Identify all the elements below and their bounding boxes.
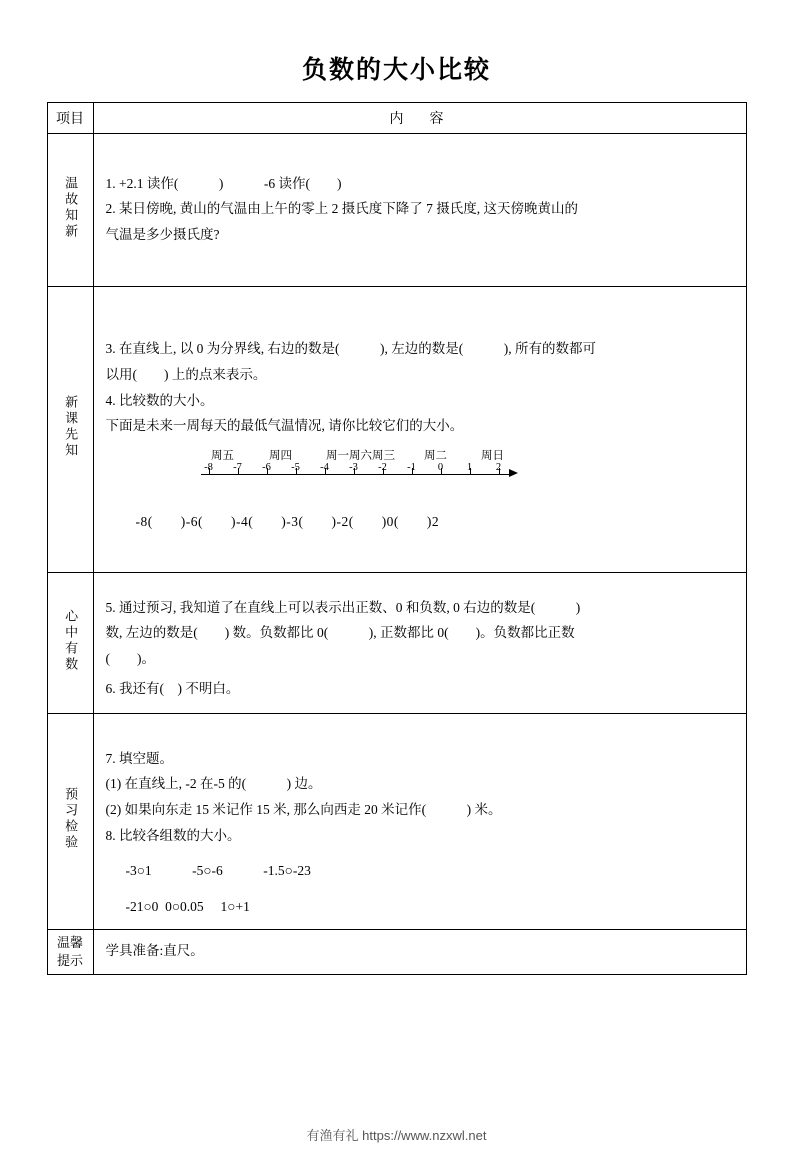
number-line-tick-label: -8 bbox=[204, 461, 213, 473]
text-line: (2) 如果向东走 15 米记作 15 米, 那么向西走 20 米记作( ) 米。 bbox=[105, 801, 502, 817]
header-cell-content: 内 容 bbox=[93, 103, 746, 134]
number-line-arrow-icon bbox=[509, 469, 518, 477]
text-line: 气温是多少摄氏度? bbox=[105, 226, 220, 242]
text-line: 数, 左边的数是( ) 数。负数都比 0( ), 正数都比 0( )。负数都比正数 bbox=[105, 625, 575, 641]
row-content-review bbox=[93, 134, 746, 287]
number-line-tick-label: 0 bbox=[437, 461, 444, 473]
table-row bbox=[47, 287, 746, 573]
row-content-tips bbox=[93, 930, 746, 975]
row-label-understanding: 心中有数 bbox=[47, 573, 93, 714]
number-line-day-label: 周一周六周三 bbox=[326, 449, 395, 462]
table-row bbox=[47, 930, 746, 975]
number-line-day-label: 周五 bbox=[211, 449, 234, 462]
number-line-tick-label: -4 bbox=[320, 461, 329, 473]
text-line: 6. 我还有( ) 不明白。 bbox=[105, 680, 240, 696]
number-line-tick-label: -2 bbox=[378, 461, 387, 473]
row-label-tips bbox=[47, 930, 93, 975]
worksheet-page bbox=[0, 50, 793, 1172]
text-line: 4. 比较数的大小。 bbox=[105, 392, 214, 408]
text-line: ( )。 bbox=[105, 651, 155, 666]
text-line: 3. 在直线上, 以 0 为分界线, 右边的数是( ), 左边的数是( ), 所有的数都可 bbox=[105, 341, 596, 357]
text-line: 2. 某日傍晚, 黄山的气温由上午的零上 2 摄氏度下降了 7 摄氏度, 这天傍晚黄山的 bbox=[105, 201, 578, 217]
text-line: 8. 比较各组数的大小。 bbox=[105, 827, 241, 843]
text-line: 学具准备:直尺。 bbox=[105, 943, 204, 959]
footer-watermark: 有渔有礼 https://www.nzxwl.net bbox=[306, 1128, 487, 1143]
number-line-tick-label: -7 bbox=[233, 461, 242, 473]
table-row bbox=[47, 714, 746, 930]
row-content-understanding bbox=[93, 573, 746, 714]
compare-answer-line: -8( )-6( )-4( )-3( )-2( )0( )2 bbox=[135, 513, 440, 529]
text-line: 7. 填空题。 bbox=[105, 750, 173, 766]
row-label-check: 预习检验 bbox=[47, 714, 93, 930]
number-line-tick-label: -3 bbox=[349, 461, 358, 473]
number-line-tick-label: 2 bbox=[495, 461, 502, 473]
worksheet-table bbox=[47, 102, 747, 975]
text-line: 5. 通过预习, 我知道了在直线上可以表示出正数、0 和负数, 0 右边的数是( ) bbox=[105, 599, 581, 615]
page-title: 负数的大小比较 bbox=[301, 56, 491, 84]
text-line: 下面是未来一周每天的最低气温情况, 请你比较它们的大小。 bbox=[105, 418, 464, 434]
row-label-tips-text: 温馨 提示 bbox=[56, 934, 83, 968]
number-line-tick-label: -1 bbox=[407, 461, 416, 473]
row-content-check bbox=[93, 714, 746, 930]
compare-row: -3○1 -5○-6 -1.5○-23 bbox=[125, 863, 311, 879]
row-label-review: 温故知新 bbox=[47, 134, 93, 287]
text-line: 1. +2.1 读作( ) -6 读作( ) bbox=[105, 175, 342, 191]
text-line: (1) 在直线上, -2 在-5 的( ) 边。 bbox=[105, 776, 322, 792]
number-line-tick-label: -6 bbox=[262, 461, 271, 473]
row-label-newlesson: 新课先知 bbox=[47, 287, 93, 573]
compare-row: -21○0 0○0.05 1○+1 bbox=[125, 898, 250, 914]
table-header-row bbox=[47, 103, 746, 134]
number-line-figure bbox=[106, 446, 734, 506]
number-line-day-label: 周四 bbox=[269, 449, 292, 462]
row-content-newlesson bbox=[93, 287, 746, 573]
number-line-tick-label: -5 bbox=[291, 461, 300, 473]
text-line: 以用( ) 上的点来表示。 bbox=[105, 367, 267, 383]
header-cell-project: 项目 bbox=[47, 103, 93, 134]
number-line-tick-label: 1 bbox=[466, 461, 473, 473]
table-row bbox=[47, 573, 746, 714]
table-row bbox=[47, 134, 746, 287]
number-line-day-label: 周日 bbox=[481, 449, 504, 462]
number-line-day-label: 周二 bbox=[424, 449, 447, 462]
